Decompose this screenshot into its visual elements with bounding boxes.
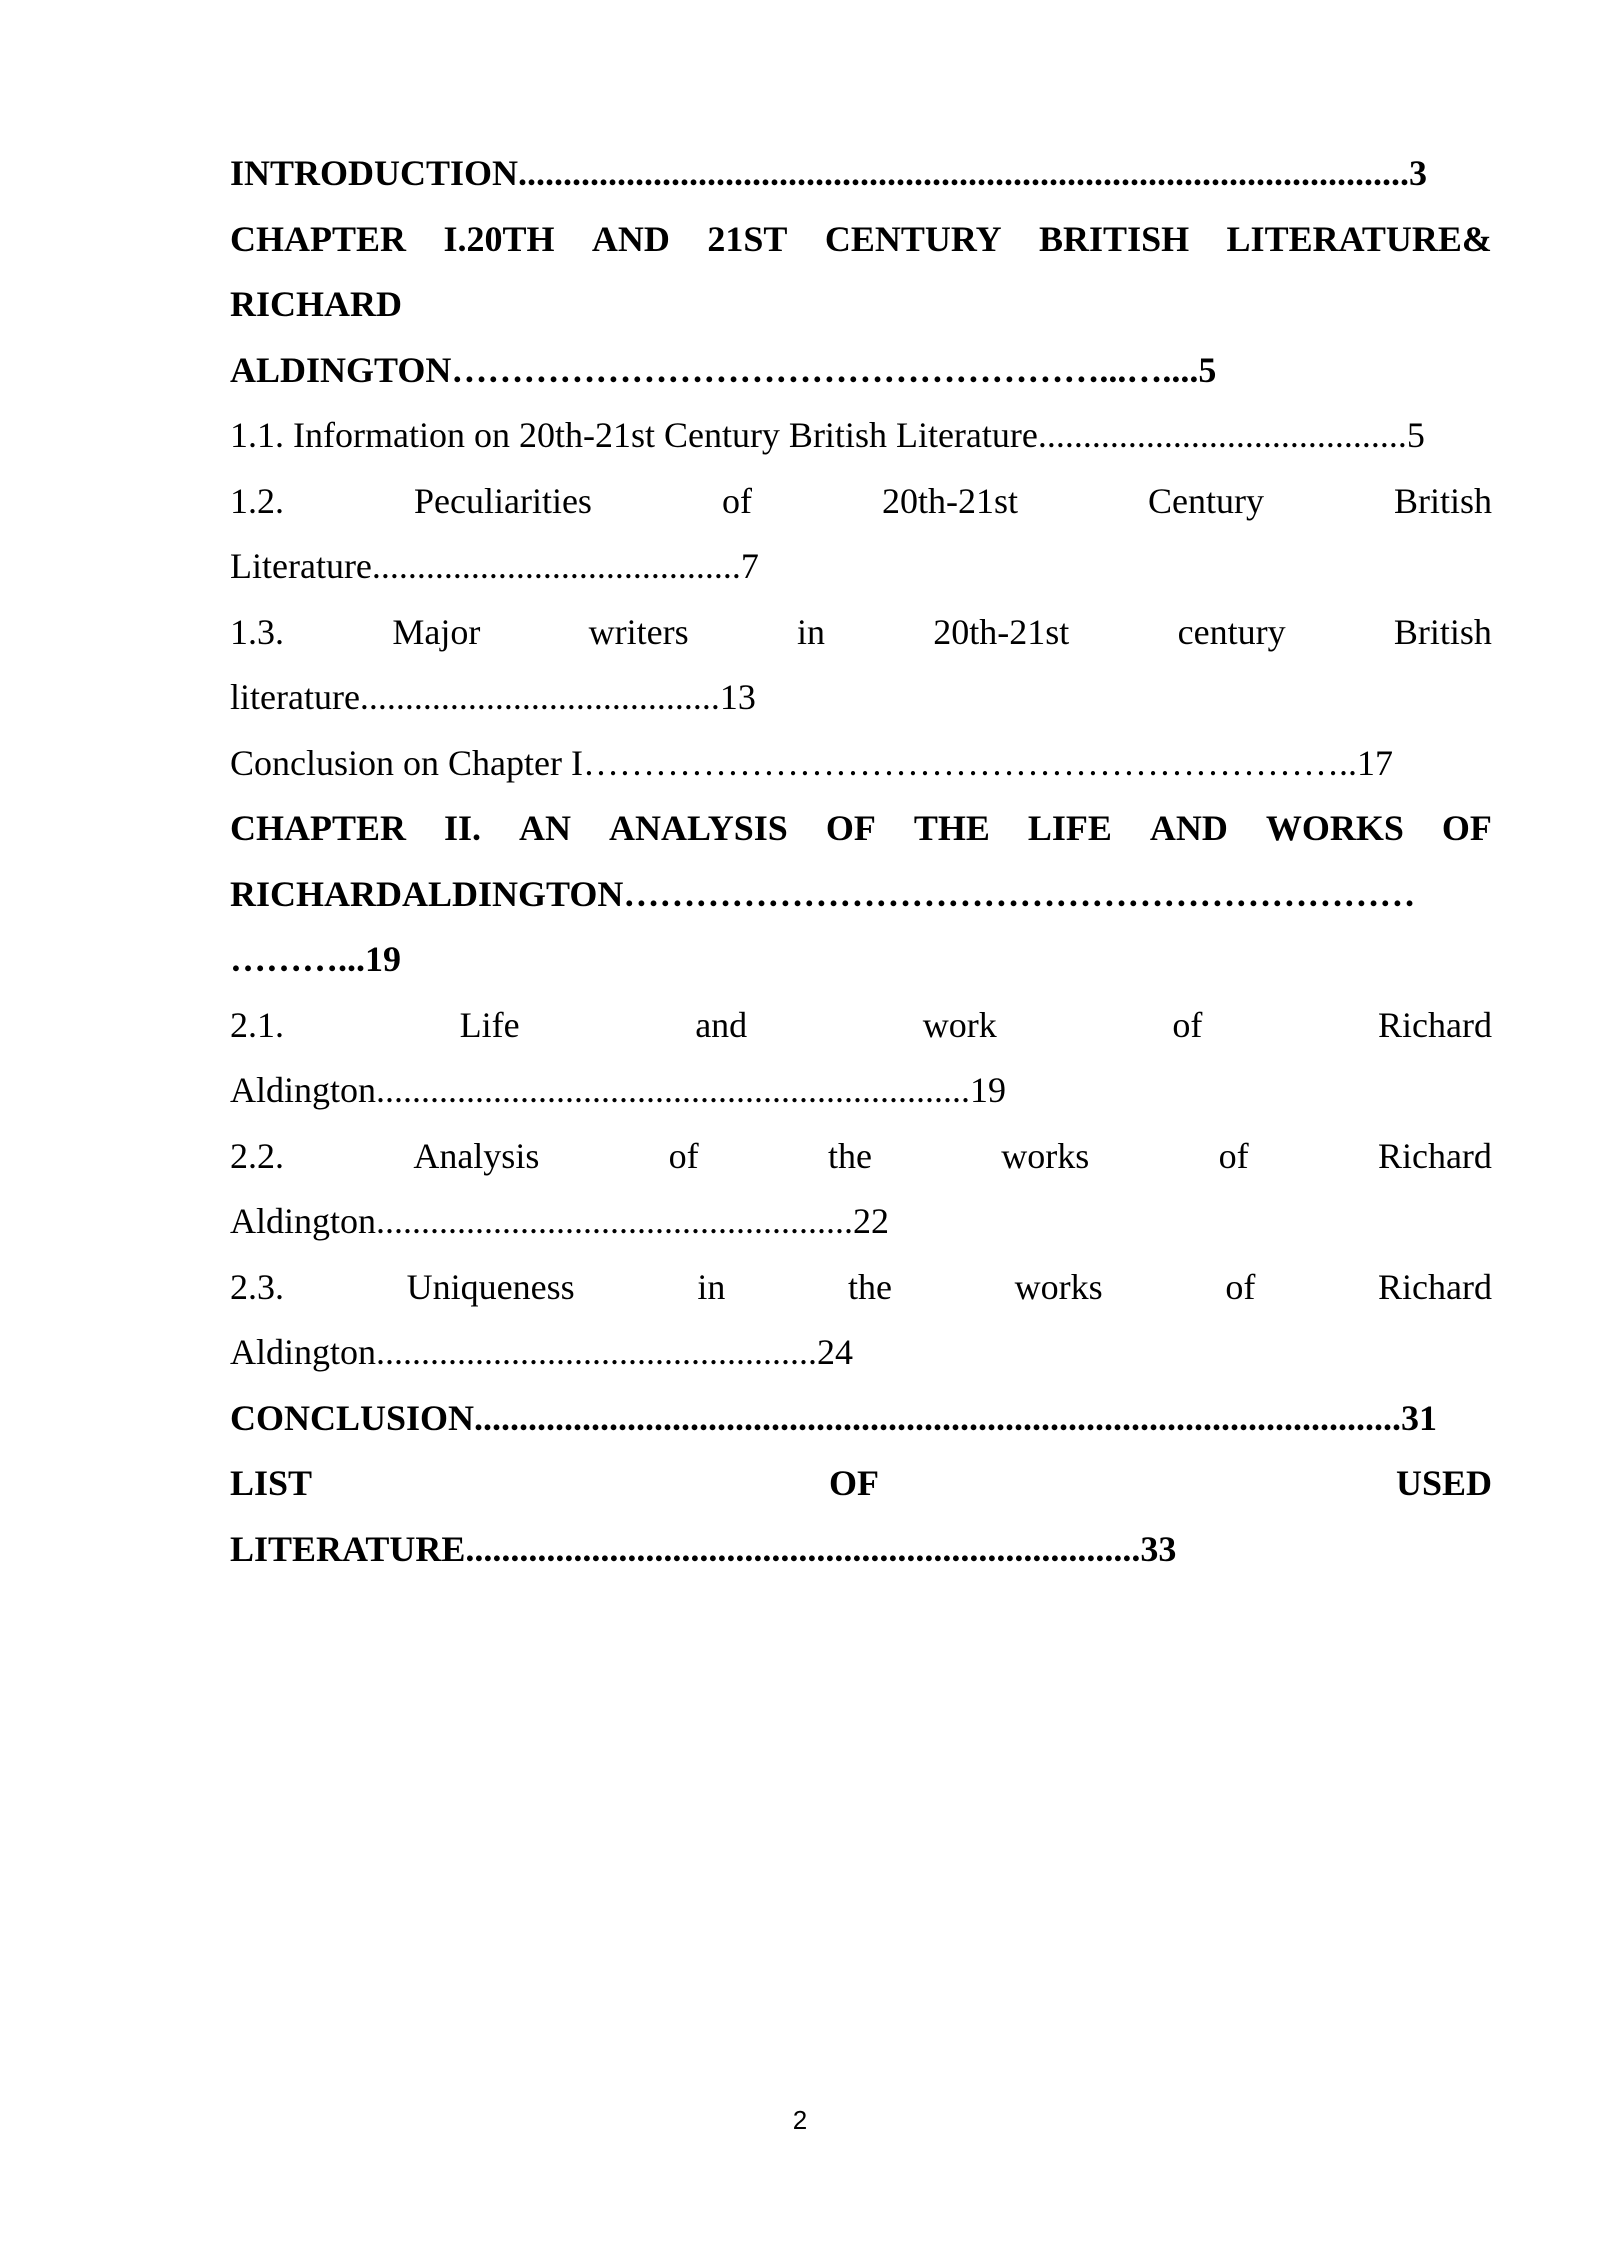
word: Life (459, 1004, 520, 1045)
word: 20th-21st (881, 480, 1018, 521)
toc-entry-conclusion: CONCLUSION.......................................................................................................31 (230, 1397, 1438, 1438)
word: of (1218, 1135, 1249, 1176)
word: ANALYSIS (609, 808, 788, 848)
toc-entry-conclusion-chapter-1: Conclusion on Chapter I………………………………………………………..17 (230, 742, 1393, 783)
toc-entry-section-1-3 (230, 600, 1492, 666)
word: works (1014, 1266, 1103, 1307)
toc-entry-chapter-2-page: ………...19 (230, 939, 401, 979)
toc-entry-literature-list-page: LITERATURE...........................................................................33 (230, 1528, 1177, 1569)
word: Century (1147, 480, 1264, 521)
word: of (721, 480, 752, 521)
toc-entry-section-2-3 (230, 1255, 1492, 1321)
toc-entry-chapter-2-title (230, 796, 1492, 862)
word: OF (829, 1463, 880, 1503)
word: 1.3. (230, 611, 284, 652)
word: AND (591, 218, 670, 259)
word: British (1393, 611, 1492, 652)
toc-entry-chapter-1-title (230, 207, 1492, 273)
word: LIST (230, 1463, 313, 1503)
word: British (1393, 480, 1492, 521)
word: Richard (1378, 1004, 1492, 1045)
word: Uniqueness (406, 1266, 575, 1307)
word: the (848, 1266, 892, 1307)
word: Richard (1377, 1135, 1492, 1176)
toc-entry-chapter-1-page: ALDINGTON………………………………………………...…....5 (230, 349, 1217, 390)
table-of-contents (230, 141, 1492, 1582)
word: and (695, 1004, 748, 1045)
word: Major (392, 611, 481, 652)
toc-entry-section-2-3-page: Aldington.................................................24 (230, 1332, 854, 1372)
word: of (1225, 1266, 1256, 1307)
word: 20th-21st (933, 611, 1070, 652)
word: LIFE (1027, 808, 1112, 848)
toc-entry-section-2-1-page: Aldington..................................................................19 (230, 1070, 1007, 1110)
word: CENTURY (824, 218, 1002, 259)
toc-entry-section-1-1: 1.1. Information on 20th-21st Century British Literature.........................................5 (230, 415, 1425, 455)
toc-entry-section-1-3-page: literature........................................13 (230, 677, 756, 717)
toc-entry-chapter-2-title-cont: RICHARDALDINGTON………………………………………………………… (230, 873, 1416, 914)
word: the (827, 1135, 872, 1176)
word: 1.2. (230, 480, 284, 521)
word: I.20TH (443, 218, 555, 259)
word: work (922, 1004, 997, 1045)
toc-entry-section-2-2-page: Aldington.....................................................22 (230, 1201, 890, 1241)
word: works (1001, 1135, 1090, 1176)
word: in (697, 1266, 726, 1307)
word: writers (588, 611, 689, 652)
word: THE (913, 808, 990, 848)
word: of (668, 1135, 699, 1176)
toc-entry-section-1-2-page: Literature.........................................7 (230, 546, 759, 586)
word: 2.2. (230, 1135, 284, 1176)
word: Peculiarities (414, 480, 592, 521)
word: OF (1441, 808, 1492, 848)
word: in (796, 611, 825, 652)
toc-entry-chapter-1-title-cont: RICHARD (230, 284, 403, 324)
word: 21ST (707, 218, 788, 259)
word: century (1177, 611, 1286, 652)
toc-entry-section-1-2 (230, 469, 1492, 535)
toc-entry-section-2-2 (230, 1124, 1492, 1190)
word: II. (444, 808, 482, 848)
word: AND (1149, 808, 1228, 848)
word: CHAPTER (230, 218, 407, 259)
word: OF (825, 808, 876, 848)
word: USED (1395, 1463, 1492, 1503)
word: of (1172, 1004, 1203, 1045)
word: 2.1. (230, 1004, 284, 1045)
word: BRITISH (1039, 218, 1190, 259)
toc-entry-section-2-1 (230, 993, 1492, 1059)
word: AN (519, 808, 572, 848)
word: Richard (1378, 1266, 1492, 1307)
word: 2.3. (230, 1266, 284, 1307)
word: Analysis (413, 1135, 540, 1176)
word: CHAPTER (230, 808, 407, 848)
word: WORKS (1265, 808, 1404, 848)
word: LITERATURE& (1226, 218, 1492, 259)
toc-entry-literature-list (230, 1451, 1492, 1517)
page-number: 2 (792, 2105, 808, 2135)
toc-entry-introduction: INTRODUCTION...................................................................................................3 (230, 153, 1428, 193)
